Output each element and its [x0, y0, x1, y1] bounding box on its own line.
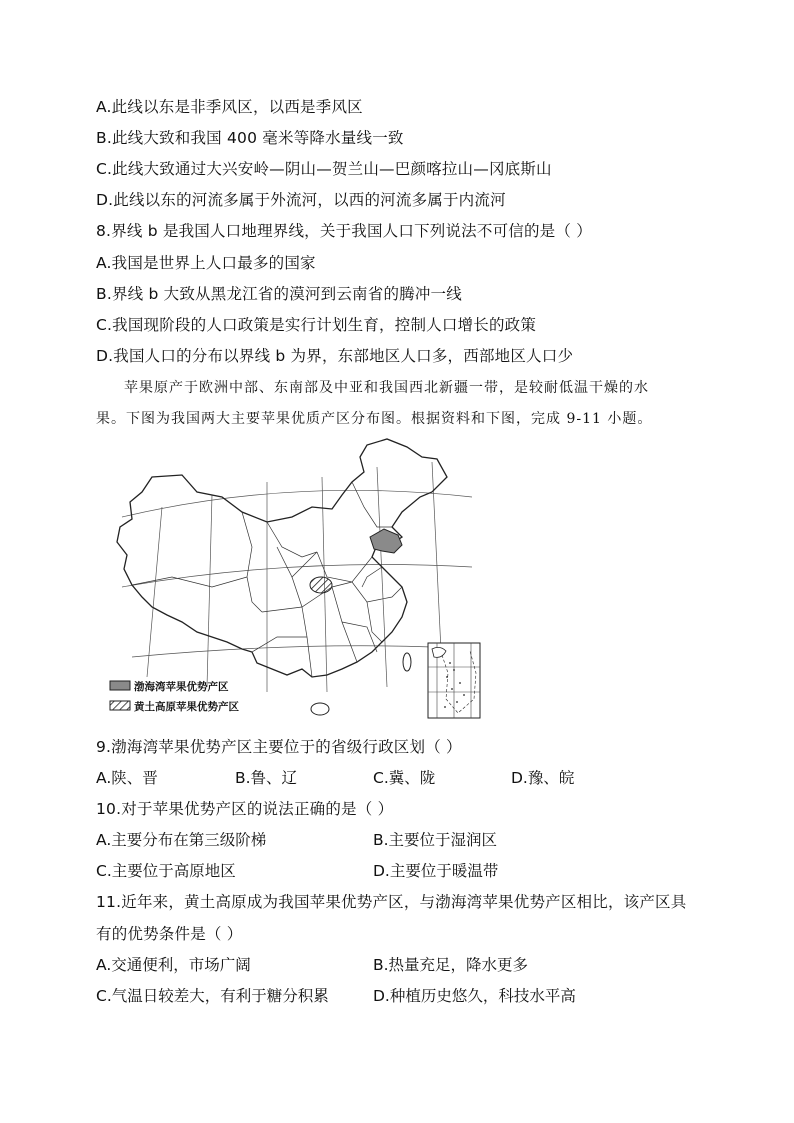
taiwan-island	[403, 653, 411, 671]
q8-option-a: A.我国是世界上人口最多的国家	[96, 254, 316, 272]
q8-option-c: C.我国现阶段的人口政策是实行计划生育，控制人口增长的政策	[96, 316, 537, 334]
q9-stem: 9.渤海湾苹果优势产区主要位于的省级行政区划（ ）	[96, 738, 462, 756]
q8-stem: 8.界线 b 是我国人口地理界线，关于我国人口下列说法不可信的是（ ）	[96, 222, 592, 240]
q11-option-a: A.交通便利，市场广阔	[96, 956, 251, 974]
q9-option-a: A.陕、晋	[96, 769, 158, 787]
q10-option-a: A.主要分布在第三级阶梯	[96, 831, 267, 849]
legend-bohai-swatch	[110, 681, 130, 690]
legend-loess-swatch	[110, 701, 130, 710]
q11-option-d: D.种植历史悠久，科技水平高	[373, 987, 576, 1005]
q7-option-c: C.此线大致通过大兴安岭—阴山—贺兰山—巴颜喀拉山—冈底斯山	[96, 160, 552, 178]
q10-stem: 10.对于苹果优势产区的说法正确的是（ ）	[96, 800, 394, 818]
q10-option-b: B.主要位于湿润区	[373, 831, 498, 849]
q7-option-d: D.此线以东的河流多属于外流河，以西的河流多属于内流河	[96, 191, 506, 209]
q10-option-c: C.主要位于高原地区	[96, 862, 236, 880]
loess-region	[310, 577, 332, 593]
map-legend	[110, 680, 239, 713]
q9-option-b: B.鲁、辽	[235, 769, 298, 787]
china-apple-region-map	[102, 437, 484, 720]
legend-bohai-label: 渤海湾苹果优势产区	[134, 681, 229, 693]
china-outline	[117, 439, 447, 677]
south-china-sea-inset	[428, 643, 480, 718]
reading-passage	[96, 373, 696, 435]
q11-stem-line-2: 有的优势条件是（ ）	[96, 925, 243, 943]
passage-line-2: 果。下图为我国两大主要苹果优质产区分布图。根据资料和下图，完成 9-11 小题。	[96, 411, 653, 427]
q9-option-d: D.豫、皖	[511, 769, 575, 787]
passage-line-1: 苹果原产于欧洲中部、东南部及中亚和我国西北新疆一带，是较耐低温干燥的水	[124, 380, 649, 396]
legend-loess-label: 黄土高原苹果优势产区	[134, 701, 239, 713]
hainan-island	[311, 703, 329, 715]
q7-option-b: B.此线大致和我国 400 毫米等降水量线一致	[96, 129, 404, 147]
q11-option-c: C.气温日较差大，有利于糖分积累	[96, 987, 329, 1005]
q9-option-c: C.冀、陇	[373, 769, 436, 787]
q10-option-d: D.主要位于暖温带	[373, 862, 499, 880]
q8-option-b: B.界线 b 大致从黑龙江省的漠河到云南省的腾冲一线	[96, 285, 462, 303]
q7-option-a: A.此线以东是非季风区，以西是季风区	[96, 98, 363, 116]
q11-stem-line-1: 11.近年来，黄土高原成为我国苹果优势产区，与渤海湾苹果优势产区相比，该产区具	[96, 893, 687, 911]
q11-option-b: B.热量充足，降水更多	[373, 956, 529, 974]
q8-option-d: D.我国人口的分布以界线 b 为界，东部地区人口多，西部地区人口少	[96, 347, 574, 365]
